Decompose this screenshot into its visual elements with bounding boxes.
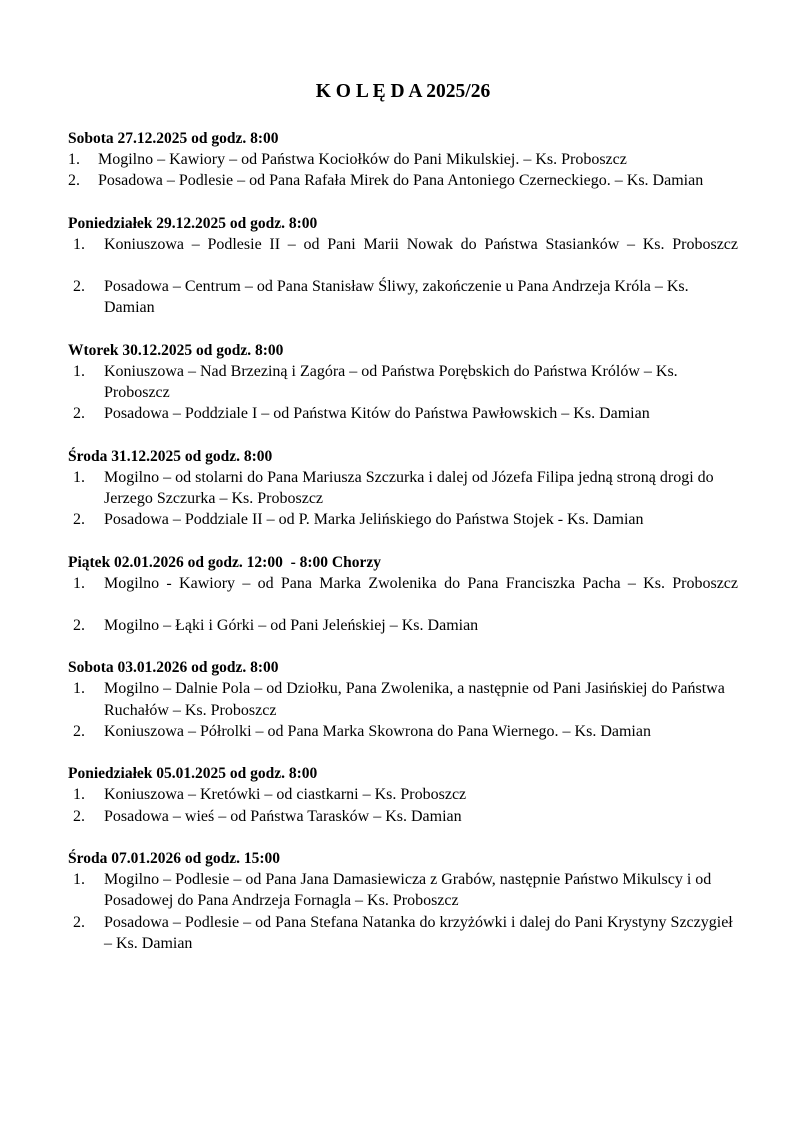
list-item-text: Posadowa – Podlesie – od Pana Rafała Mirek do Pana Antoniego Czerneckiego. – Ks. Damian — [98, 172, 704, 190]
list-item-text: Mogilno – od stolarni do Pana Mariusza Szczurka i dalej od Józefa Filipa jedną stroną drogi do Jerzego Szczurka – Ks. Proboszcz — [104, 468, 714, 507]
section-date-header: Poniedziałek 29.12.2025 od godz. 8:00 — [68, 214, 318, 232]
list-item-text: Mogilno – Kawiory – od Państwa Kociołków do Pani Mikulskiej. – Ks. Proboszcz — [98, 151, 627, 168]
page-title: K O L Ę D A 2025/26 — [315, 81, 491, 102]
section-date-header: Wtorek 30.12.2025 od godz. 8:00 — [68, 341, 284, 359]
section-item-list — [73, 784, 738, 827]
schedule-section — [68, 213, 738, 319]
schedule-section — [68, 763, 738, 827]
list-item-text: Posadowa – wieś – od Państwa Tarasków – Ks. Damian — [104, 807, 462, 825]
list-item-text: Mogilno – Podlesie – od Pana Jana Damasiewicza z Grabów, następnie Państwo Mikulscy i od Posadowej do Pana Andrzeja Fornagla – Ks. Proboszcz — [104, 870, 712, 910]
schedule-section — [68, 128, 738, 192]
list-item-text: Posadowa – Centrum – od Pana Stanisław Śliwy, zakończenie u Pana Andrzeja Króla – Ks. Damian — [104, 278, 689, 317]
section-item-list — [73, 678, 738, 742]
schedule-section — [68, 340, 738, 425]
list-item — [68, 170, 738, 191]
list-item-text: Posadowa – Poddziale I – od Państwa Kitów do Państwa Pawłowskich – Ks. Damian — [104, 405, 650, 423]
list-item — [73, 806, 738, 827]
list-item — [73, 403, 738, 424]
list-item-text: Mogilno – Łąki i Górki – od Pani Jeleńskiej – Ks. Damian — [104, 617, 479, 635]
section-date-header: Środa 07.01.2026 od godz. 15:00 — [68, 849, 280, 867]
list-item — [73, 361, 738, 404]
list-item-number: 1. — [73, 680, 85, 698]
list-item — [73, 234, 738, 277]
section-date-header: Sobota 27.12.2025 od godz. 8:00 — [68, 130, 279, 147]
section-item-list — [73, 234, 738, 319]
list-item-number: 2. — [73, 913, 85, 931]
schedule-section — [68, 848, 738, 954]
list-item-number: 1. — [73, 468, 85, 486]
list-item-text: Mogilno – Dalnie Pola – od Dziołku, Pana Zwolenika, a następnie od Pani Jasińskiej do Państwa Ruchałów – Ks. Proboszcz — [104, 680, 725, 719]
list-item-text: Posadowa – Podlesie – od Pana Stefana Natanka do krzyżówki i dalej do Pani Krystyny Szczygieł – Ks. Damian — [104, 913, 733, 952]
list-item-text: Posadowa – Poddziale II – od P. Marka Jelińskiego do Państwa Stojek - Ks. Damian — [104, 511, 644, 529]
list-item-number: 1. — [73, 574, 85, 592]
list-item — [73, 784, 738, 805]
list-item-number: 2. — [73, 807, 85, 825]
section-item-list — [73, 869, 738, 954]
list-item — [68, 149, 738, 170]
section-item-list — [73, 467, 738, 531]
list-item-number: 1. — [73, 786, 85, 804]
list-item-number: 1. — [73, 870, 85, 888]
list-item-number: 2. — [73, 723, 85, 741]
section-date-header: Sobota 03.01.2026 od godz. 8:00 — [68, 659, 279, 677]
section-item-list — [68, 149, 738, 192]
list-item-text: Mogilno - Kawiory – od Pana Marka Zwolenika do Pana Franciszka Pacha – Ks. Proboszcz — [104, 574, 738, 592]
section-date-header: Piątek 02.01.2026 od godz. 12:00 - 8:00 Chorzy — [68, 553, 381, 571]
schedule-section — [68, 657, 738, 742]
schedule-section — [68, 552, 738, 637]
list-item-number: 2. — [73, 278, 85, 296]
list-item — [73, 615, 738, 636]
section-item-list — [73, 361, 738, 425]
list-item-text: Koniuszowa – Nad Brzeziną i Zagóra – od Państwa Porębskich do Państwa Królów – Ks. Proboszcz — [104, 362, 678, 402]
list-item-number: 2. — [68, 172, 80, 190]
list-item — [73, 869, 738, 912]
document-content — [68, 68, 738, 954]
list-item — [73, 721, 738, 742]
list-item-text: Koniuszowa – Kretówki – od ciastkarni – Ks. Proboszcz — [104, 786, 467, 804]
list-item-number: 2. — [73, 405, 85, 423]
section-item-list — [73, 573, 738, 637]
list-item-text: Koniuszowa – Półrolki – od Pana Marka Skowrona do Pana Wiernego. – Ks. Damian — [104, 723, 651, 741]
list-item-text: Koniuszowa – Podlesie II – od Pani Marii Nowak do Państwa Stasianków – Ks. Proboszcz — [104, 235, 738, 253]
list-item — [73, 276, 738, 319]
section-date-header: Poniedziałek 05.01.2025 od godz. 8:00 — [68, 765, 318, 783]
list-item — [73, 467, 738, 510]
list-item-number: 1. — [73, 235, 85, 253]
list-item-number: 2. — [73, 617, 85, 635]
list-item — [73, 678, 738, 721]
list-item-number: 2. — [73, 511, 85, 529]
section-date-header: Środa 31.12.2025 od godz. 8:00 — [68, 447, 273, 465]
list-item-number: 1. — [68, 151, 80, 168]
list-item — [73, 509, 738, 530]
list-item — [73, 912, 738, 955]
schedule-sections — [68, 128, 738, 954]
schedule-section — [68, 446, 738, 531]
list-item-number: 1. — [73, 362, 85, 380]
list-item — [73, 573, 738, 616]
